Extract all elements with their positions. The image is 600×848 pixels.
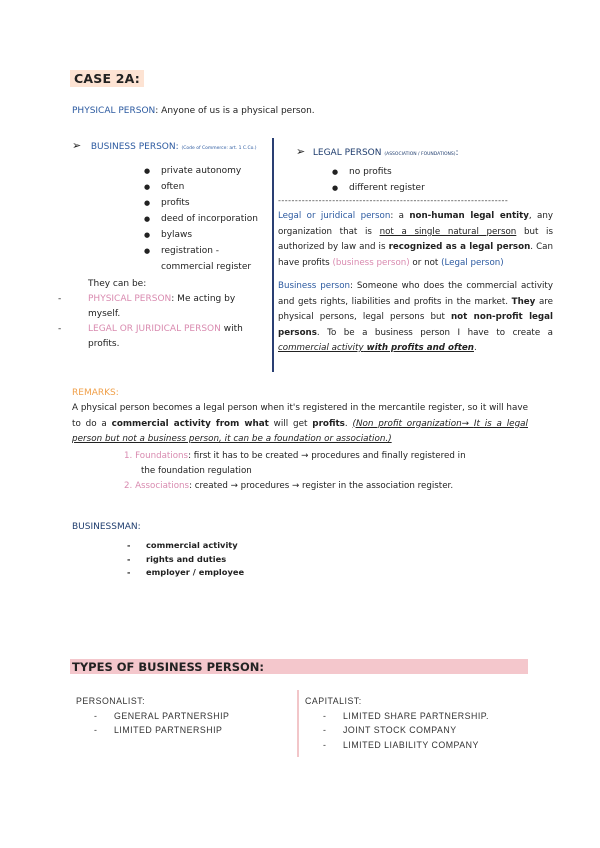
- remarks-title: REMARKS:: [72, 388, 119, 398]
- list-item: ● registration -: [144, 243, 272, 259]
- list-item: ● different register: [332, 180, 553, 196]
- list-item: - rights and duties: [127, 553, 244, 567]
- list-item: ● bylaws: [144, 227, 272, 243]
- column-divider: [272, 138, 274, 372]
- legal-person-section: ➢ LEGAL PERSON (ASSOCIATION / FOUNDATIONS): ● no profits ● different register -------------------------------------------------------------------- Legal or juridical person: a non-human legal entity, any organization that is not a single natural person but is authorized by law and is recognized as a legal person. Can have profits (business person) or not (Legal person) Business person: Someone who does the commercial activity and gets rights, liabilities and profits in the market. They are physical persons, legal persons but not non-profit legal persons. To be a business person I have to create a commercial activity with profits and often.: [278, 144, 553, 357]
- code-reference: (Code of Commerce: art. 1 C.Co.): [181, 146, 257, 151]
- personalist-label: PERSONALIST:: [76, 696, 146, 706]
- arrow-bullet-icon: ➢: [72, 139, 82, 152]
- legal-person-features: [332, 164, 553, 196]
- physical-person-label: PHYSICAL PERSON: [72, 106, 156, 116]
- businessman-title: BUSINESSMAN:: [72, 522, 141, 532]
- list-item: - LIMITED LIABILITY COMPANY: [305, 738, 525, 753]
- arrow-bullet-icon: ➢: [296, 145, 306, 158]
- businessman-section: [72, 520, 244, 580]
- remarks-paragraph: A physical person becomes a legal person when it's registered in the mercantile register, so it will have to do a commercial activity from what will get profits. (Non profit organization→ It is a legal person but not a business person, it can be a foundation or association.): [72, 403, 528, 444]
- list-item-continuation: the foundation regulation: [141, 465, 252, 476]
- physical-person-line: [72, 104, 315, 119]
- personalist-list: [76, 709, 291, 738]
- physical-person-text: : Anyone of us is a physical person.: [155, 106, 315, 116]
- legal-person-note: (ASSOCIATION / FOUNDATIONS): [384, 152, 456, 157]
- legal-person-definition: Legal or juridical person: a non-human legal entity, any organization that is not a single natural person but is authorized by law and is recognized as a legal person. Can have profits (business person) or not (Legal person): [278, 211, 553, 268]
- list-item: - PHYSICAL PERSON: Me acting by myself.: [58, 292, 258, 322]
- list-item: - LIMITED SHARE PARTNERSHIP.: [305, 709, 525, 724]
- list-item: ● deed of incorporation: [144, 211, 272, 227]
- capitalist-label: CAPITALIST:: [305, 696, 362, 706]
- list-item-continuation: commercial register: [161, 262, 252, 272]
- legal-person-label: LEGAL PERSON: [312, 148, 382, 158]
- list-item: ● private autonomy: [144, 163, 272, 179]
- business-person-definition: Business person: Someone who does the commercial activity and gets rights, liabilities and profits in the market. They are physical persons, legal persons but not non-profit legal persons. To be a business person I have to create a commercial activity with profits and often.: [278, 281, 554, 353]
- list-item: - LIMITED PARTNERSHIP: [76, 723, 291, 738]
- businessman-list: [127, 539, 244, 580]
- case-title: CASE 2A:: [70, 70, 144, 87]
- can-be-label: They can be:: [88, 279, 147, 289]
- business-person-types: [58, 292, 258, 352]
- list-item: - GENERAL PARTNERSHIP: [76, 709, 291, 724]
- list-item: 2. Associations: created → procedures → register in the association register.: [124, 480, 454, 491]
- capitalist-list: [305, 709, 525, 753]
- list-item: - LEGAL OR JURIDICAL PERSON with profits.: [58, 322, 258, 352]
- list-item: ● often: [144, 179, 272, 195]
- list-item: 1. Foundations: first it has to be created → procedures and finally registered in: [124, 450, 466, 461]
- list-item: - employer / employee: [127, 566, 244, 580]
- remarks-list: [124, 449, 528, 494]
- business-person-features: [144, 163, 272, 275]
- types-title: TYPES OF BUSINESS PERSON:: [72, 660, 264, 674]
- business-person-label: BUSINESS PERSON: [90, 142, 176, 152]
- remarks-section: [72, 386, 528, 494]
- dashed-separator: --------------------------------------------------------------------: [278, 196, 509, 205]
- business-person-section: ➢ BUSINESS PERSON: (Code of Commerce: art. 1 C.Co.) ● private autonomy ● often ● profits ● deed of incorporation ● bylaws ● registration - commercial register They can be: - PHYSICAL PERSON: Me acting by myself. - LEGAL OR JURIDICAL PERSON with profits.: [72, 140, 272, 352]
- list-item: - commercial activity: [127, 539, 244, 553]
- list-item: ● no profits: [332, 164, 553, 180]
- types-divider: [297, 690, 299, 757]
- list-item: ● profits: [144, 195, 272, 211]
- list-item: - JOINT STOCK COMPANY: [305, 723, 525, 738]
- capitalist-section: [305, 694, 525, 752]
- personalist-section: [76, 694, 291, 738]
